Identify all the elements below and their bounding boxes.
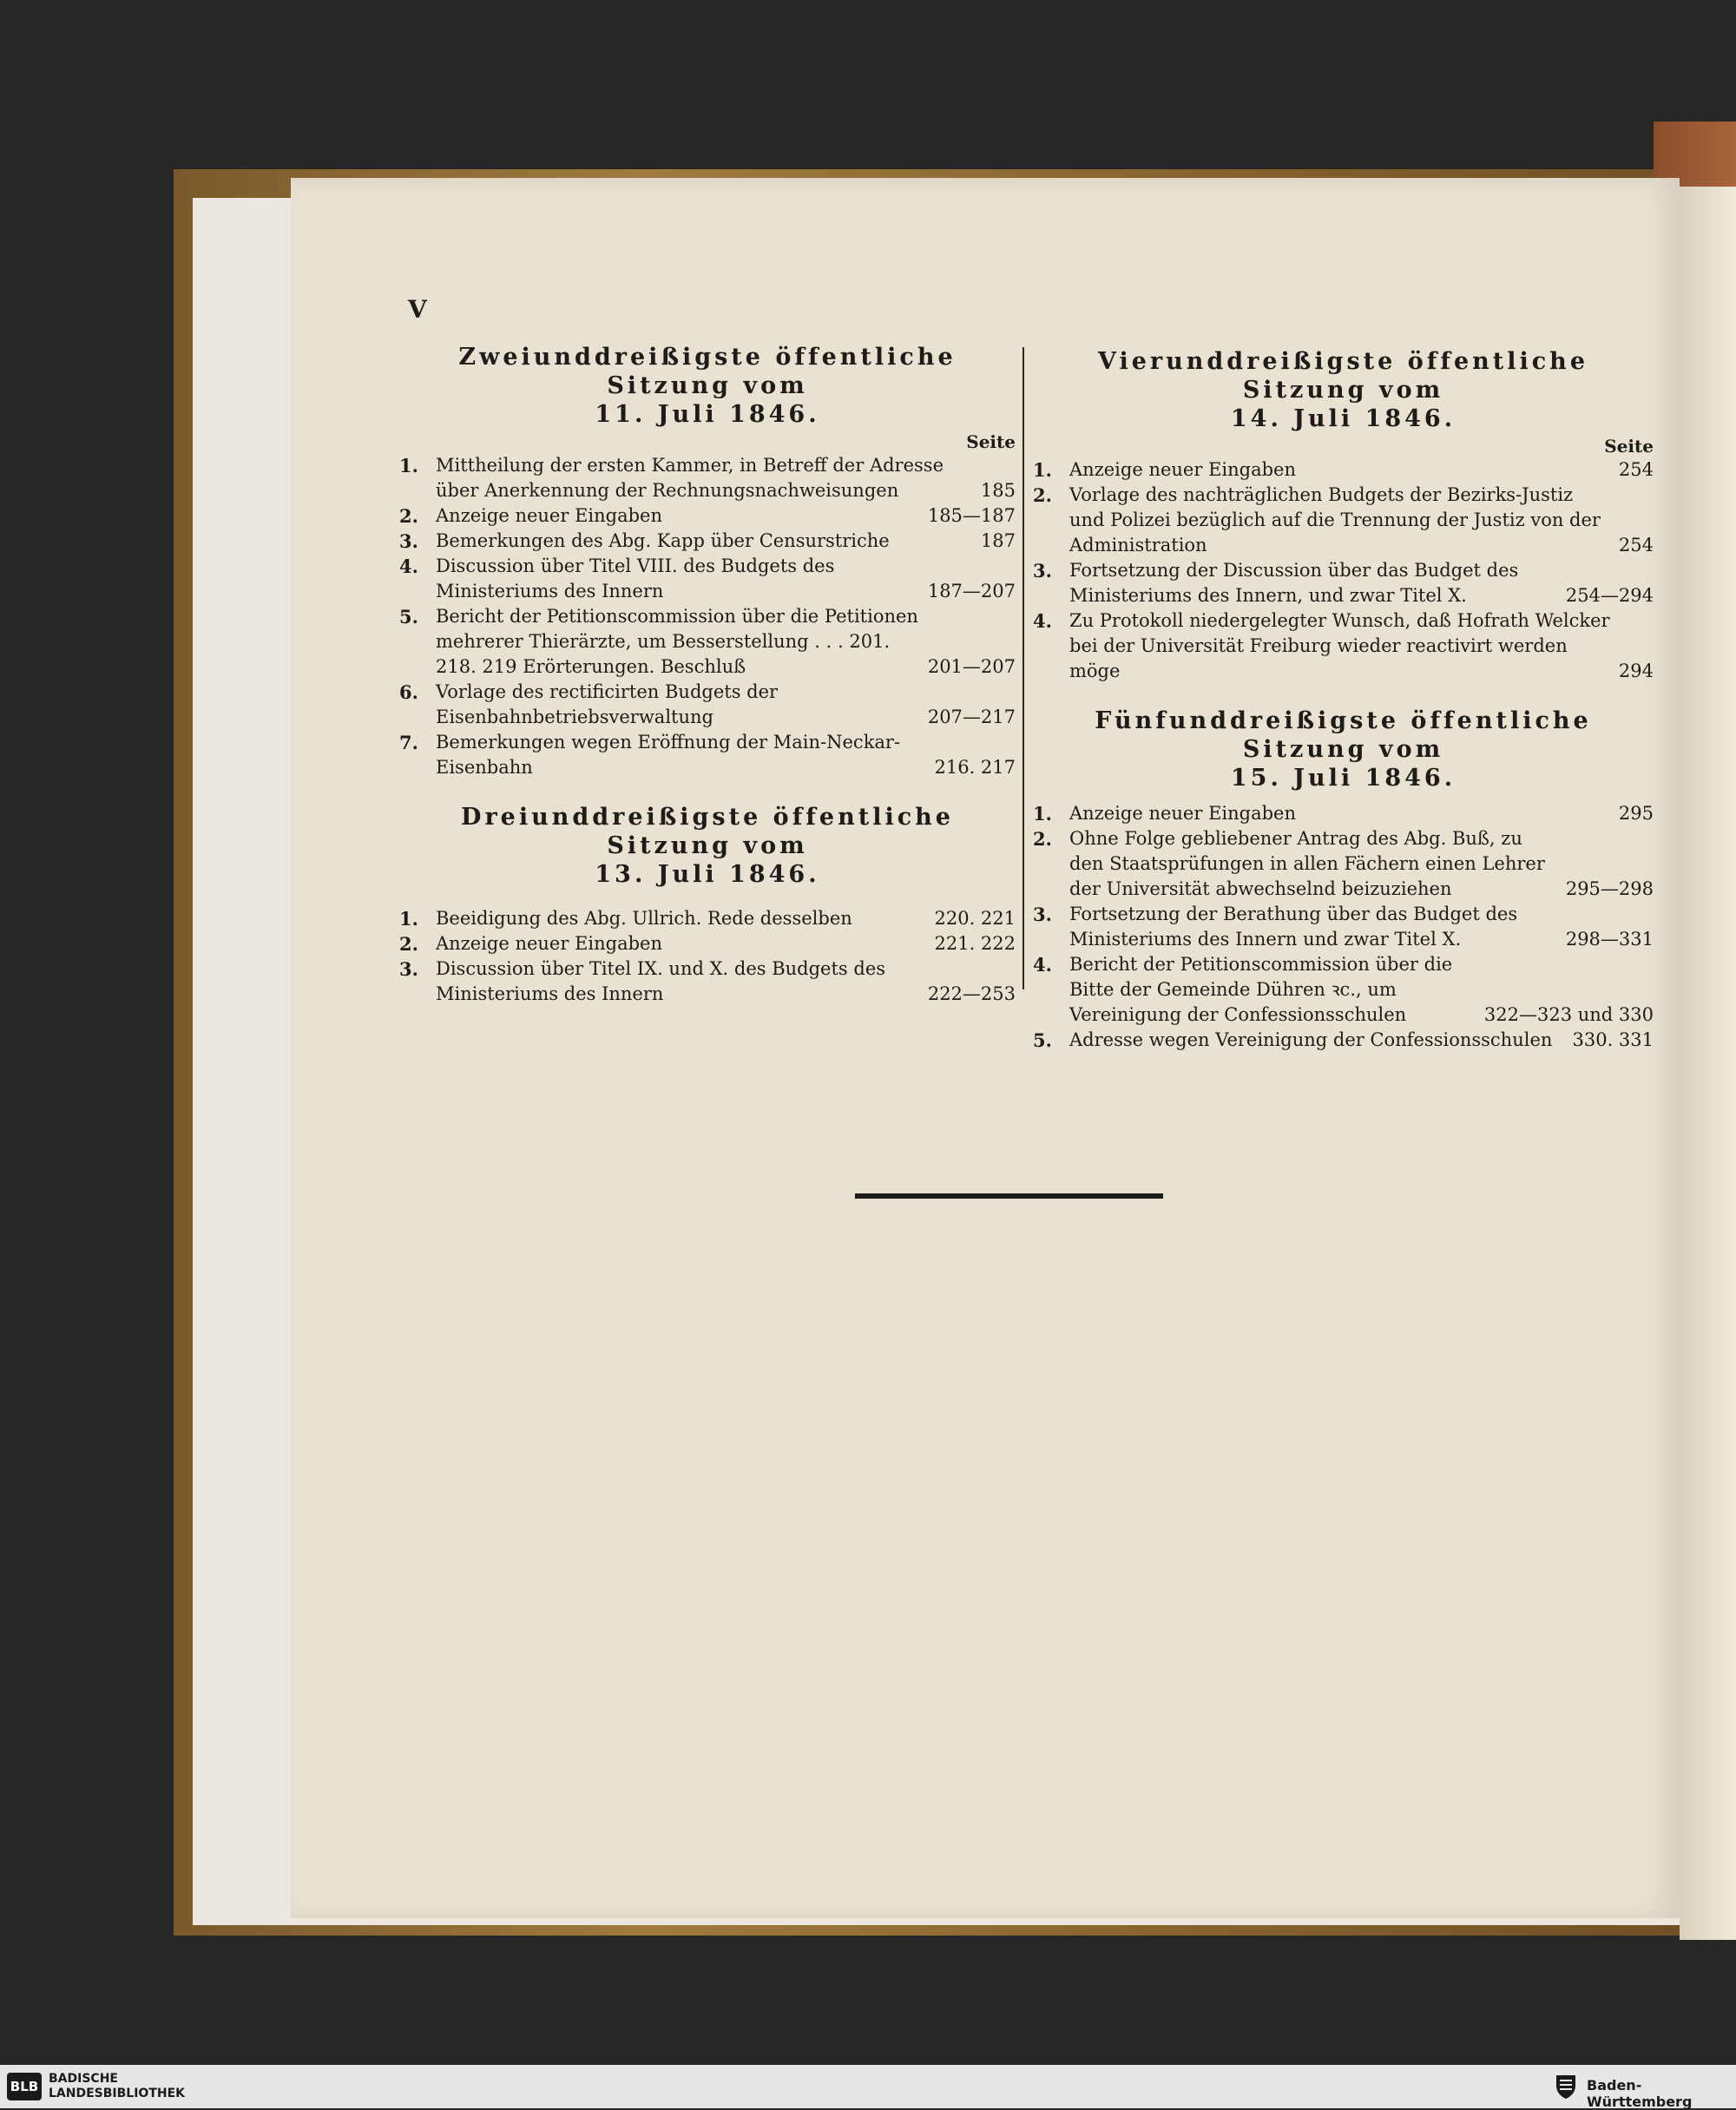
toc-item: 3. Fortsetzung der Berathung über das Budget des Ministeriums des Innern und zwar Titel X. 298—331 (1033, 904, 1654, 950)
toc-item: 1. Anzeige neuer Eingaben 254 (1033, 459, 1654, 481)
right-column (1033, 347, 1654, 1075)
column-divider (1023, 347, 1024, 989)
toc-item: 7. Bemerkungen wegen Eröffnung der Main-Neckar-Eisenbahn 216. 217 (399, 732, 1016, 778)
facing-page-edge (1680, 187, 1736, 1940)
toc-item: 1. Mittheilung der ersten Kammer, in Betreff der Adresse über Anerkennung der Rechnungsnachweisungen 185 (399, 455, 1016, 501)
toc-item: 4. Bericht der Petitionscommission über die Bitte der Gemeinde Dühren ꝛc., um Vereinigung der Confessionsschulen 322—323 und 330 (1033, 954, 1654, 1025)
section-end-rule (855, 1193, 1163, 1199)
session-title-line2: 13. Juli 1846. (595, 861, 820, 888)
left-column (399, 343, 1016, 1029)
session-32 (399, 343, 1016, 780)
session-35 (1033, 707, 1654, 1053)
toc-item: 3. Fortsetzung der Discussion über das Budget des Ministeriums des Innern, und zwar Titel X. 254—294 (1033, 560, 1654, 606)
toc-item: 2. Ohne Folge gebliebener Antrag des Abg. Buß, zu den Staatsprüfungen in allen Fächern einen Lehrer der Universität abwechselnd beizuziehen 295—298 (1033, 828, 1654, 899)
toc-item: 6. Vorlage des rectificirten Budgets der Eisenbahnbetriebsverwaltung 207—217 (399, 681, 1016, 727)
toc-item: 2. Anzeige neuer Eingaben 185—187 (399, 505, 1016, 527)
session-title-line1: Dreiunddreißigste öffentliche Sitzung vom (461, 804, 954, 859)
session-34 (1033, 347, 1654, 684)
seite-label: Seite (966, 431, 1016, 452)
toc-item: 1. Beeidigung des Abg. Ullrich. Rede desselben 220. 221 (399, 908, 1016, 930)
session-title-line1: Zweiunddreißigste öffentliche Sitzung vom (458, 344, 957, 399)
session-title-line1: Fünfunddreißigste öffentliche Sitzung vom (1095, 707, 1592, 763)
toc-item: 1. Anzeige neuer Eingaben 295 (1033, 803, 1654, 825)
session-title-line2: 14. Juli 1846. (1230, 405, 1457, 432)
session-title-line2: 15. Juli 1846. (1230, 765, 1457, 792)
page-folio: V (408, 295, 427, 324)
state-name: Baden-Württemberg (1587, 2077, 1693, 2110)
toc-item: 3. Bemerkungen des Abg. Kapp über Censurstriche 187 (399, 530, 1016, 552)
session-33 (399, 803, 1016, 1007)
session-title-line1: Vierunddreißigste öffentliche Sitzung vom (1098, 348, 1588, 404)
toc-item: 2. Anzeige neuer Eingaben 221. 222 (399, 933, 1016, 955)
seite-label: Seite (1604, 436, 1654, 457)
toc-item: 3. Discussion über Titel IX. und X. des Budgets des Ministeriums des Innern 222—253 (399, 958, 1016, 1004)
library-name: BADISCHE LANDESBIBLIOTHEK (49, 2072, 186, 2100)
toc-item: 5. Bericht der Petitionscommission über die Petitionen mehrerer Thierärzte, um Besserstellung . . . 201. 218. 219 Erörterungen. Beschluß 201—207 (399, 606, 1016, 677)
toc-item: 5. Adresse wegen Vereinigung der Confessionsschulen 330. 331 (1033, 1029, 1654, 1051)
coat-of-arms-icon (1554, 2074, 1578, 2100)
toc-item: 4. Discussion über Titel VIII. des Budgets des Ministeriums des Innern 187—207 (399, 555, 1016, 601)
viewer-footer (0, 2065, 1736, 2108)
session-title-line2: 11. Juli 1846. (595, 401, 820, 428)
toc-item: 4. Zu Protokoll niedergelegter Wunsch, daß Hofrath Welcker bei der Universität Freiburg wieder reactivirt werden möge 294 (1033, 610, 1654, 681)
blb-logo[interactable]: BLB (7, 2073, 42, 2100)
toc-item: 2. Vorlage des nachträglichen Budgets der Bezirks-Justiz und Polizei bezüglich auf die Trennung der Justiz von der Administration 254 (1033, 484, 1654, 555)
